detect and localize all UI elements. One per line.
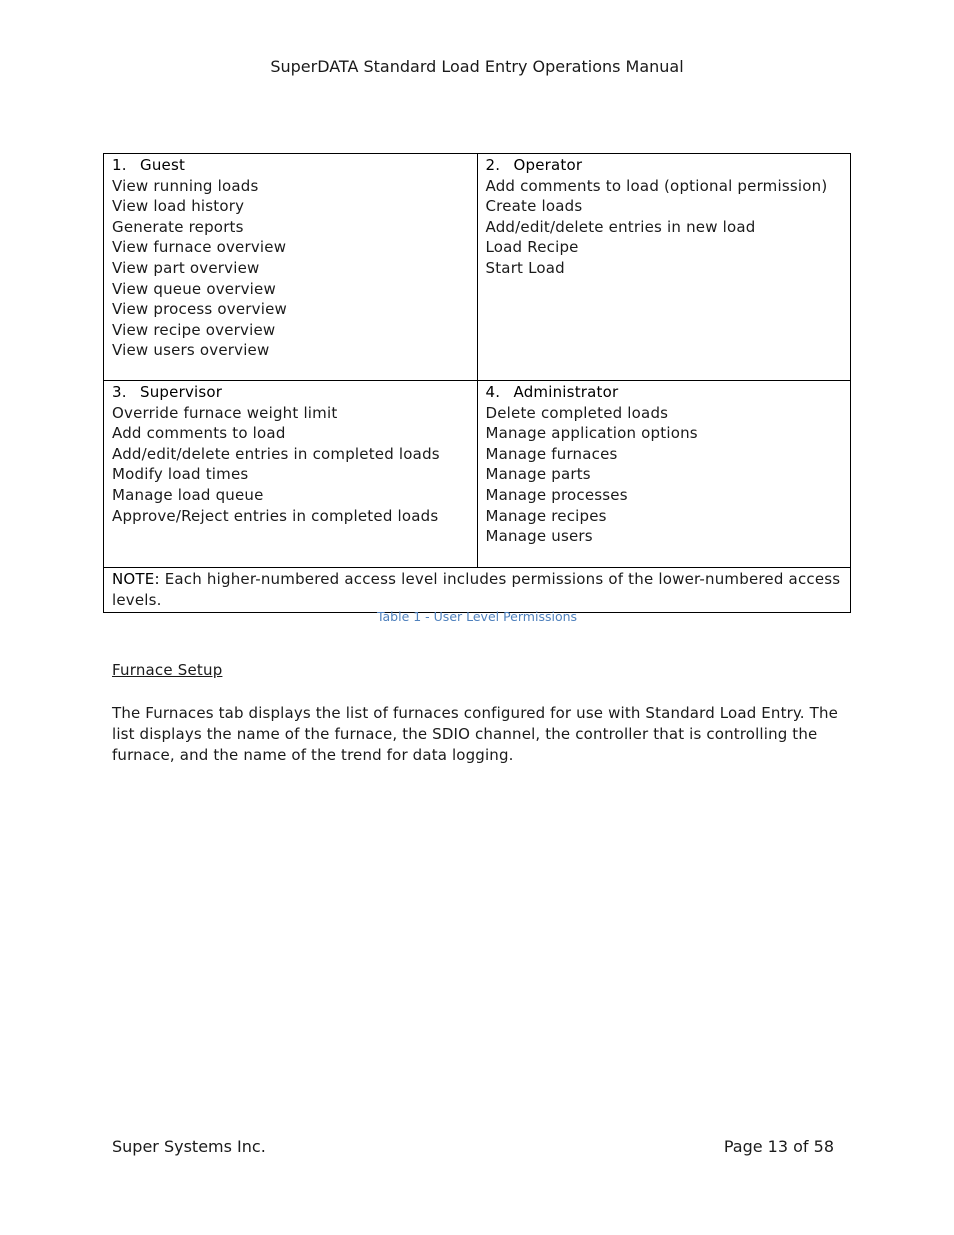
document-header: SuperDATA Standard Load Entry Operations Manual: [270, 57, 684, 76]
table-caption: Table 1 - User Level Permissions: [376, 609, 578, 624]
role-number: 2.: [485, 156, 501, 174]
permission-item: View process overview: [112, 300, 287, 319]
body-paragraph: The Furnaces tab displays the list of furnaces configured for use with Standard Load Entry. The list displays the name of the furnace, the SDIO channel, the controller that is controlling the furnace, and the name of the trend for data logging.: [112, 704, 838, 764]
permission-item: Manage furnaces: [485, 444, 618, 463]
permission-item: View recipe overview: [112, 320, 276, 339]
role-cell-operator: [477, 154, 851, 381]
permission-item: View part overview: [112, 258, 260, 277]
permission-item: Load Recipe: [485, 238, 579, 257]
table-note: [104, 568, 851, 613]
permission-item: Add comments to load (optional permission): [485, 176, 828, 195]
role-name: Administrator: [513, 383, 619, 401]
permission-item: View furnace overview: [112, 238, 287, 257]
permission-item: Create loads: [485, 197, 583, 216]
section-title: Furnace Setup: [112, 661, 223, 679]
table-row: [104, 381, 851, 568]
permission-item: Manage processes: [485, 485, 628, 504]
permission-item: View load history: [112, 197, 245, 216]
role-cell-guest: [104, 154, 478, 381]
role-name: Supervisor: [140, 383, 223, 401]
permission-item: Manage application options: [485, 424, 698, 443]
role-name: Guest: [140, 156, 186, 174]
permission-item: Manage parts: [485, 465, 591, 484]
permission-item: Manage load queue: [112, 485, 264, 504]
permission-item: Manage recipes: [485, 506, 607, 525]
note-label: NOTE:: [112, 570, 160, 588]
permission-item: View queue overview: [112, 279, 276, 298]
permission-item: Manage users: [485, 527, 593, 546]
role-number: 1.: [112, 156, 127, 174]
permission-item: Delete completed loads: [485, 403, 669, 422]
footer-page-number: Page 13 of 58: [723, 1137, 834, 1156]
role-heading: [486, 155, 843, 176]
permission-item: Add/edit/delete entries in completed loads: [112, 444, 440, 463]
role-heading: [486, 382, 843, 403]
table-row: [104, 154, 851, 381]
role-number: 4.: [485, 383, 501, 401]
permission-item: Add comments to load: [112, 424, 286, 443]
permission-item: View users overview: [112, 341, 270, 360]
user-level-permissions-table: [103, 153, 851, 613]
table-row: [104, 568, 851, 613]
role-name: Operator: [513, 156, 583, 174]
note-text: Each higher-numbered access level includes permissions of the lower-numbered access levels.: [112, 570, 841, 609]
permission-item: Start Load: [485, 258, 565, 277]
footer-company: Super Systems Inc.: [112, 1137, 266, 1156]
permission-item: Add/edit/delete entries in new load: [485, 217, 756, 236]
permission-list: [486, 176, 843, 279]
role-heading: [112, 155, 469, 176]
permission-list: [486, 403, 843, 547]
permission-item: View running loads: [112, 176, 259, 195]
role-heading: [112, 382, 469, 403]
role-cell-administrator: [477, 381, 851, 568]
permission-item: Generate reports: [112, 217, 244, 236]
permission-item: Override furnace weight limit: [112, 403, 338, 422]
role-number: 3.: [112, 383, 127, 401]
permission-list: [112, 176, 469, 361]
permission-item: Modify load times: [112, 465, 249, 484]
role-cell-supervisor: [104, 381, 478, 568]
permission-list: [112, 403, 469, 527]
permission-item: Approve/Reject entries in completed loads: [112, 506, 439, 525]
